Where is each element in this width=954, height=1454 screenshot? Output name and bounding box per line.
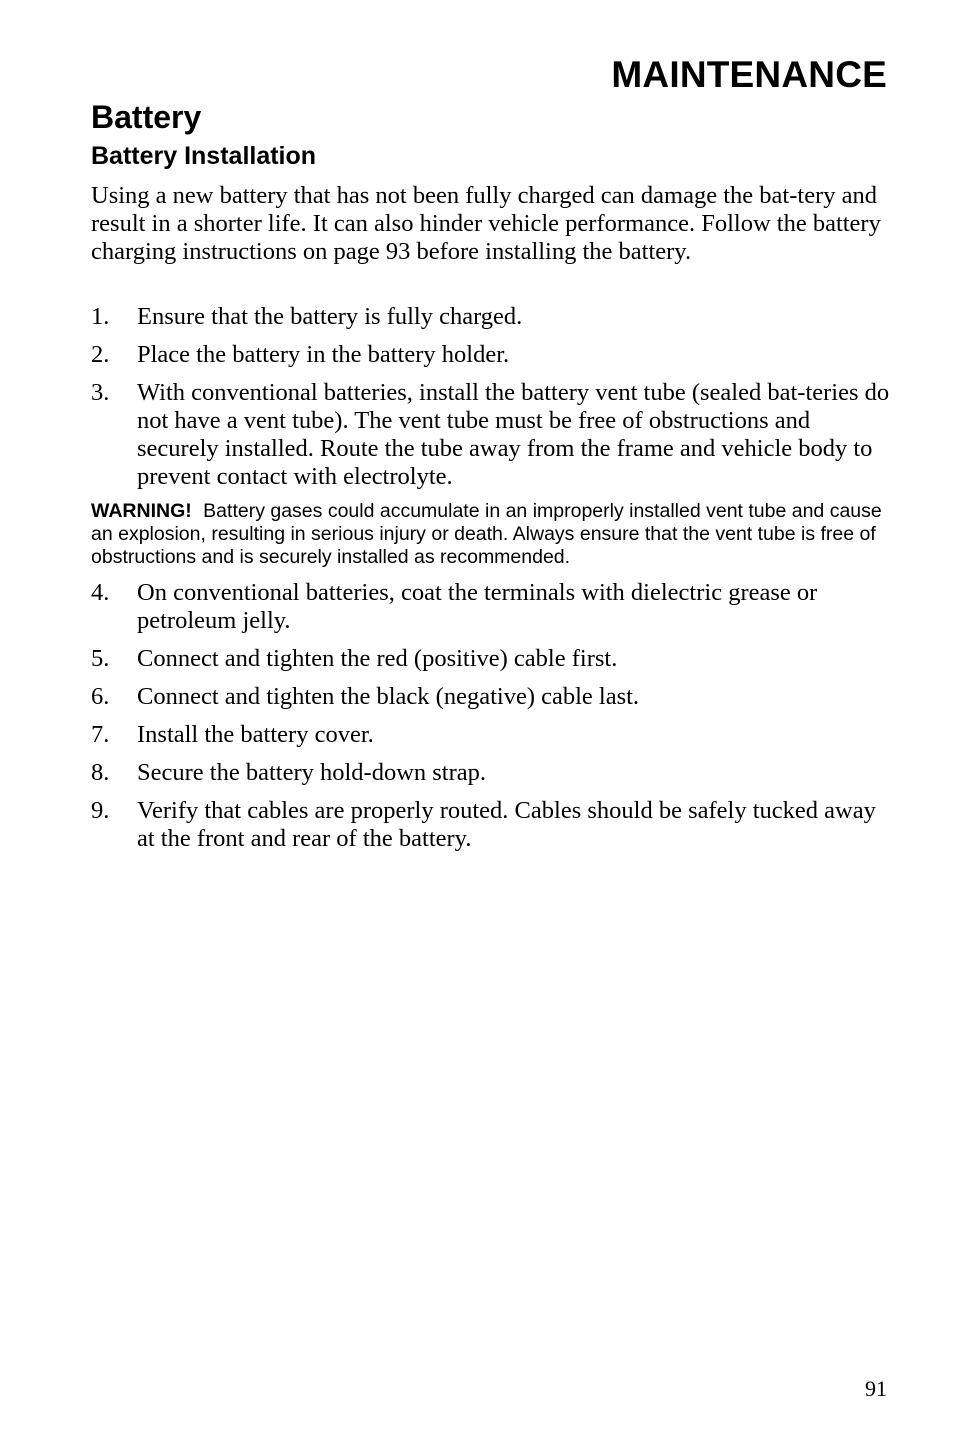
warning-label: WARNING! [91, 500, 192, 522]
step-number: 8. [91, 759, 110, 786]
step-item [91, 341, 891, 369]
step-text: Install the battery cover. [137, 721, 374, 748]
step-item [91, 579, 891, 635]
intro-paragraph: Using a new battery that has not been fully charged can damage the bat-tery and result in a shorter life. It can also hinder vehicle performance. Follow the battery charging instructions on page 93 before installing the battery. [91, 182, 881, 265]
installation-steps-list-continued [91, 579, 891, 863]
step-text: Connect and tighten the red (positive) cable first. [137, 645, 618, 672]
step-item [91, 645, 891, 673]
warning-text: Battery gases could accumulate in an improperly installed vent tube and cause an explosion, resulting in serious injury or death. Always ensure that the vent tube is free of obstructions and is securely installed as recommended. [91, 500, 882, 568]
step-item [91, 759, 891, 787]
step-number: 7. [91, 721, 110, 748]
page-number: 91 [865, 1376, 887, 1401]
step-number: 6. [91, 683, 110, 710]
installation-steps-list [91, 303, 891, 501]
step-item [91, 797, 891, 853]
section-title: Battery [91, 99, 202, 135]
step-number: 5. [91, 645, 110, 672]
step-number: 3. [91, 379, 110, 406]
step-text: Verify that cables are properly routed. Cables should be safely tucked away at the front and rear of the battery. [137, 797, 876, 852]
step-number: 9. [91, 797, 110, 824]
step-text: Connect and tighten the black (negative) cable last. [137, 683, 640, 710]
step-number: 4. [91, 579, 110, 606]
step-item [91, 683, 891, 711]
step-text: Ensure that the battery is fully charged. [137, 303, 523, 330]
step-text: On conventional batteries, coat the terminals with dielectric grease or petroleum jelly. [137, 579, 818, 634]
step-text: Place the battery in the battery holder. [137, 341, 510, 368]
step-number: 2. [91, 341, 110, 368]
manual-page [91, 0, 891, 1454]
step-text: With conventional batteries, install the battery vent tube (sealed bat-teries do not have a vent tube). The vent tube must be free of obstructions and securely installed. Route the tube away from the frame and vehicle body to prevent contact with electrolyte. [137, 379, 890, 490]
subsection-title: Battery Installation [91, 142, 317, 170]
chapter-title: MAINTENANCE [611, 54, 887, 95]
warning-notice [91, 500, 891, 569]
step-text: Secure the battery hold-down strap. [137, 759, 487, 786]
step-number: 1. [91, 303, 110, 330]
step-item [91, 721, 891, 749]
step-item [91, 379, 891, 491]
step-item [91, 303, 891, 331]
